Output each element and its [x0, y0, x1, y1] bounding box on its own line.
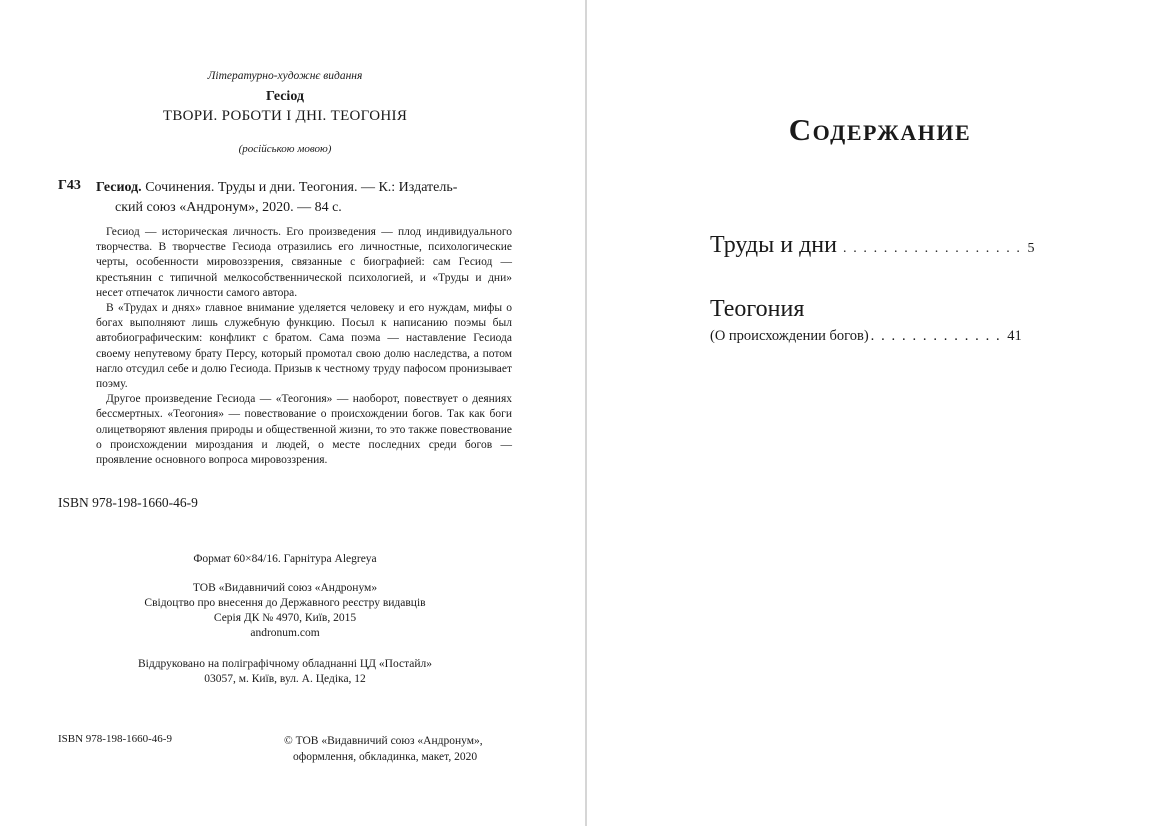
bibliographic-author: Гесиод.: [96, 180, 142, 195]
toc-page-number: 5: [1027, 241, 1035, 256]
isbn: ISBN 978-198-1660-46-9: [58, 495, 198, 510]
publisher-line: Серія ДК № 4970, Київ, 2015: [213, 612, 357, 624]
genre-label: Літературно-художнє видання: [207, 70, 363, 82]
format-line: Формат 60×84/16. Гарнітура Alegreya: [193, 553, 377, 565]
footer-isbn: ISBN 978-198-1660-46-9: [58, 733, 172, 745]
toc-entry-subtitle-line: [710, 328, 1022, 345]
toc-entry-subtitle: (О происхождении богов): [710, 328, 869, 344]
abstract-paragraph: Гесиод — историческая личность. Его произведения — плод индивидуального творчества. В творчестве Гесиода отразились его личностные, психологические черты, особенности мировоззрения, связанные с биографией: сам Гесиод — крестьянин с типичной мелкособственнической психологией, и «Труды и дни» несет отпечаток личности самого автора.: [96, 226, 512, 299]
publisher-line: Свідоцтво про внесення до Державного реєстру видавців: [144, 597, 426, 609]
copyright: [284, 733, 483, 765]
toc-entry: [710, 296, 804, 323]
classification-code: Г43: [58, 178, 81, 193]
publisher-info: [0, 581, 570, 641]
contents-page: [587, 0, 1173, 826]
abstract: [96, 225, 512, 468]
imprint-page: [0, 0, 585, 826]
toc-entry-title: Труды и дни: [710, 232, 837, 258]
book-title: ТВОРИ. РОБОТИ І ДНІ. ТЕОГОНІЯ: [162, 108, 408, 124]
toc-entry: [710, 232, 1035, 259]
toc-leader-dots: . . . . . . . . . . . . . . . . . .: [843, 241, 1022, 256]
copyright-line: оформлення, обкладинка, макет, 2020: [293, 751, 478, 763]
toc-page-number: 41: [1007, 328, 1022, 344]
toc-leader-dots: . . . . . . . . . . . . .: [870, 328, 1002, 344]
printing-info: [0, 657, 570, 687]
bibliographic-line-2: ский союз «Андронум», 2020. — 84 с.: [115, 200, 342, 215]
bibliographic-text: Сочинения. Труды и дни. Теогония. — К.: Издатель-: [145, 180, 458, 195]
abstract-paragraph: В «Трудах и днях» главное внимание уделяется человеку и его нуждам, мифы о богах выполняют лишь служебную функцию. Посыл к написанию поэмы был автобиографическим: конфликт с братом. Сама поэма — наставление Гесиода своему непутевому брату Персу, который промотал свою долю наследства, а потом нагло отсудил себе и долю Гесиода. Призыв к честному труду пафосом пронизывает поэму.: [96, 302, 512, 391]
copyright-line: © ТОВ «Видавничий союз «Андронум»,: [284, 735, 483, 747]
bibliographic-record: [96, 178, 508, 218]
contents-heading: Содержание: [788, 112, 972, 147]
printing-line: Віддруковано на поліграфічному обладнанні ЦД «Постайл»: [137, 658, 433, 670]
publisher-line: ТОВ «Видавничий союз «Андронум»: [192, 582, 378, 594]
publisher-website: andronum.com: [250, 627, 320, 639]
toc-entry-title: Теогония: [710, 296, 805, 322]
abstract-paragraph: Другое произведение Гесиода — «Теогония» — наоборот, повествует о деяниях бессмертных. «Теогония» — повествование о происхождении богов. Так как боги олицетворяют явления природы и общественной жизни, то это также повествование о происхождении мироздания и людей, о месте последних среди богов — проявление основного вопроса мировоззрения.: [96, 393, 512, 467]
printing-line: 03057, м. Київ, вул. А. Цедіка, 12: [204, 673, 366, 685]
bibliographic-line-1: [96, 180, 457, 195]
author-name: Гесіод: [265, 89, 304, 104]
language-note: (російською мовою): [238, 143, 332, 155]
